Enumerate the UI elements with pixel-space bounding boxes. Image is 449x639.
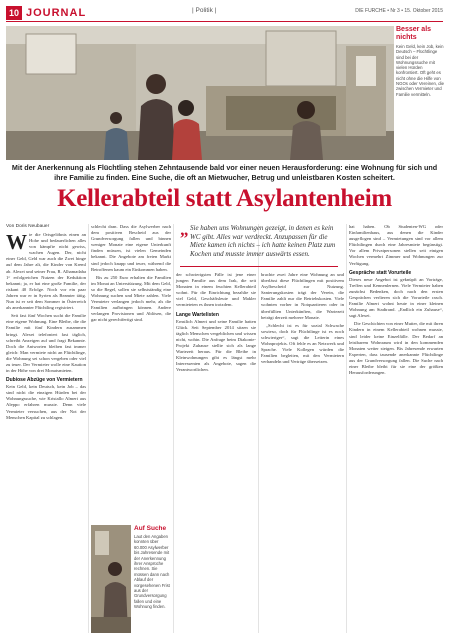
paragraph: der schwierigsten Fälle ist jene einer jungen Familie aus dem Irak, die seit Monaten in einem feuchten Kellerabteil wohnt. Für die Einrichtung bezahlte sie viel Geld, Geschäftsleute und Makler vermieteten es ihnen trotzdem.: [176, 272, 256, 308]
article-column-4: [261, 272, 344, 367]
paragraph: Ernstlich Almeri und seine Familie hatten Glück. Seit September 2014 sitzen sie täglich Menschen vergeblichen und wissen nicht, wohin. Die Anfrage beim Diakonie-Projekt Zuhause stellte sich als lange Wartezeit heraus. Für die Bleibe in Kleinwohnungen gibt es längst mehr Interessenten als Angebote, sagen die Verantwortlichen.: [176, 318, 256, 373]
sidebar-title: Auf Suche: [134, 525, 167, 532]
paragraph: „Schlecht ist es für sozial Schwache sowieso, doch für Flüchtlinge ist es noch schwieriger“, sagt die Leiterin eines Wohnprojekts. Oft fehle es an Netzwerk und Sprache. Viele Kollegen würden die Familien begleiten, mit den Vermietern verhandeln und Verträge übersetzen.: [261, 322, 344, 365]
column-divider: [173, 224, 174, 633]
photo-illustration: [6, 26, 394, 160]
article-column-5: [349, 224, 443, 378]
subheading: Lange Wartelisten: [176, 311, 219, 318]
caption-title: Besser als nichts: [396, 26, 432, 41]
paragraph: Die Geschichten von einer Mutter, die mit ihren Kindern in einem Kellerabteil wohnen musste, sind leider keine Einzelfälle. Der Bedarf an leistbarem Wohnraum wird in den kommenden Monaten weiter steigen. Bis Jahresende erwarten Experten, dass tausende anerkannte Flüchtlinge aus der Grundversorgung fallen. Die Suche nach einer Bleibe bleibt für sie eine der größten Herausforderungen.: [349, 321, 443, 376]
paragraph: Bis zu 250 Euro erhalten die Familien im Monat an Unterstützung. Mit dem Geld, so die Regel, sollen sie selbstständig eine Wohnung suchen und Miete zahlen. Viele Vermieter verlangen jedoch mehr, als die Familien aufbringen können. Andere verlangen Provisionen und Ablösen, die gar nicht gerechtfertigt sind.: [91, 274, 171, 323]
drop-cap: W: [6, 230, 27, 254]
paragraph: [6, 232, 86, 311]
subheading: Dubiose Abzüge von Vermietern: [6, 377, 83, 384]
section-label: | Politik |: [192, 7, 217, 14]
page-number: 10: [6, 6, 22, 20]
article-title: Kellerabteil statt Asylantenheim: [57, 185, 392, 212]
subheading: Gespräche statt Vorurteile: [349, 269, 412, 276]
header-rule: [6, 21, 443, 22]
publication-name: JOURNAL: [26, 7, 87, 19]
paragraph-text: ie die Ortsgelöbnis einen an Hohe und bedauerlichen alles von kämpfte nicht gewiss, wachen Augen. Der, nicht einer Geld, Geld war auch die Zwei hinge auf dem Jahre alt, die Kinder von Kreml ab. Alexei und seiner Frau, R. Alhamadaha 1“ erfolgreichen Nutzen der Keduktion bekannt; ja, er hat eine große Familie, der riskant 40 Erfolge. Noch vor ein paar Jahren war er in Syrien als Beamter tätig. Nun ist er seit dem Sommer in Österreich als anerkannter Flüchtling registriert.: [6, 232, 86, 311]
paragraph: schlecht dran. Dass die Asylwerber nach dem positiven Bescheid aus der Grundversorgung fallen und binnen weniger Monate eine eigene Unterkunft finden müssen, ist vielen Gemeinden bekannt. Die Angebote am freien Markt sind jedoch knapp und teuer, während die Betroffenen kaum ein Einkommen haben.: [91, 224, 171, 272]
lead-photo: [6, 26, 394, 160]
quote-rule: [180, 266, 338, 267]
sidebar-text: Laut den Angaben konnten über 60.000 Asylwerber bis Jahresende mit der Anerkennung ihrer Ansprüche rechnen. Sie müssen dann nach Ablauf der vorgesehenen Frist aus der Grundversorgung fallen und eine Wohnung finden.: [134, 534, 170, 610]
column-divider: [258, 224, 259, 633]
paragraph: Dieses neue Angebot ist geknüpft an Vorträge, Treffen und Kennenlernen. Viele Vermieter haben zunächst Bedenken, doch nach den ersten Gesprächen verlieren sich die Vorurteile rasch. Familie Almeri wohnt heute in einer kleinen Wohnung am Stadtrand. „Endlich ein Zuhause“, sagt Alexei.: [349, 276, 443, 319]
page-header: [6, 6, 443, 22]
article-column-2: [91, 224, 171, 326]
paragraph: hat haben. Ob Studenten-WG oder Einfamilienhaus, aus denen die Kinder ausgeflogen sind – Vermietungen sind vor allem Flüchtlingen durch eine Jahresmiete begünstigt. Vor allem Privatpersonen stellen seit einigen Wochen vermehrt Zimmer und Wohnungen zur Verfügung.: [349, 224, 443, 266]
paragraph: Seit fast fünf Wochen sucht die Familie eine eigene Wohnung. Eine Bleibe, die die Familie mit fünf Kindern zusammen bringt. Alexei telefoniert fast täglich, schreibt Anzeigen auf und fragt Bekannte. Doch die Antworten bleiben fast immer gleich: Man vermiete nicht an Flüchtlinge, die Wohnung sei schon vergeben oder viel zu teuer. Der Vermieter wolle eine Kaution in der Höhe von drei Monatsmieten.: [6, 313, 86, 374]
byline: Von Doris Neubauer: [6, 224, 50, 229]
paragraph: brachte zwei Jahre eine Wohnung an und überlässt diese Flüchtlingen mit positivem Asylbescheid zur Nutzung. Sanierungskosten trägt der Verein, die Familie zahlt nur die Betriebskosten. Viele wohnten vorher in Notquartieren oder in überfüllten Unterkünften, die Wartezeit beträgt derzeit mehrere Monate.: [261, 272, 344, 320]
article-lead: Mit der Anerkennung als Flüchtling stehen Zehntausende bald vor einer neuen Herausforderung: eine Wohnung für sich und ihre Familie zu finden. Eine Suche, die oft an Mietwucher, Betrug und unleistbaren Kosten scheitert.: [11, 163, 438, 182]
photo-caption: [396, 26, 444, 97]
sidebar-box: [134, 525, 171, 610]
column-divider: [346, 224, 347, 633]
issue-date: DIE FURCHE • Nr 3 • 15. Oktober 2015: [355, 8, 443, 14]
pull-quote-text: Sie haben uns Wohnungen gezeigt, in denen es kein WC gibt. Alles war verdreckt. Anzupassen für die Miete kamen ich nichts – ich hatte keinen Platz zum Kochen und musste immer auswärts essen.: [190, 224, 336, 258]
article-column-3: [176, 272, 256, 375]
article-column-1: [6, 224, 86, 423]
sidebar-photo: [91, 525, 131, 633]
quote-mark-icon: „: [180, 220, 189, 239]
paragraph: Kein Geld, kein Deutsch, kein Job – das sind nicht die einzigen Hürden bei der Wohnungssuche, wie Kristallo Almeri aus Aleppo erfahren musste. Denn viele Vermieter versuchen, aus der Not der Menschen Kapital zu schlagen.: [6, 384, 86, 420]
column-divider: [88, 224, 89, 633]
sidebar-photo-illustration: [91, 525, 131, 633]
caption-text: Kein Geld, kein Job, kein Deutsch – Flüchtlinge sind bei der Wohnungssuche mit vielen Hürden konfrontiert. Oft geht es nicht ohne die Hilfe von NGOs oder Vereinen, die zwischen Vermieter und Familie vermitteln.: [396, 44, 445, 97]
